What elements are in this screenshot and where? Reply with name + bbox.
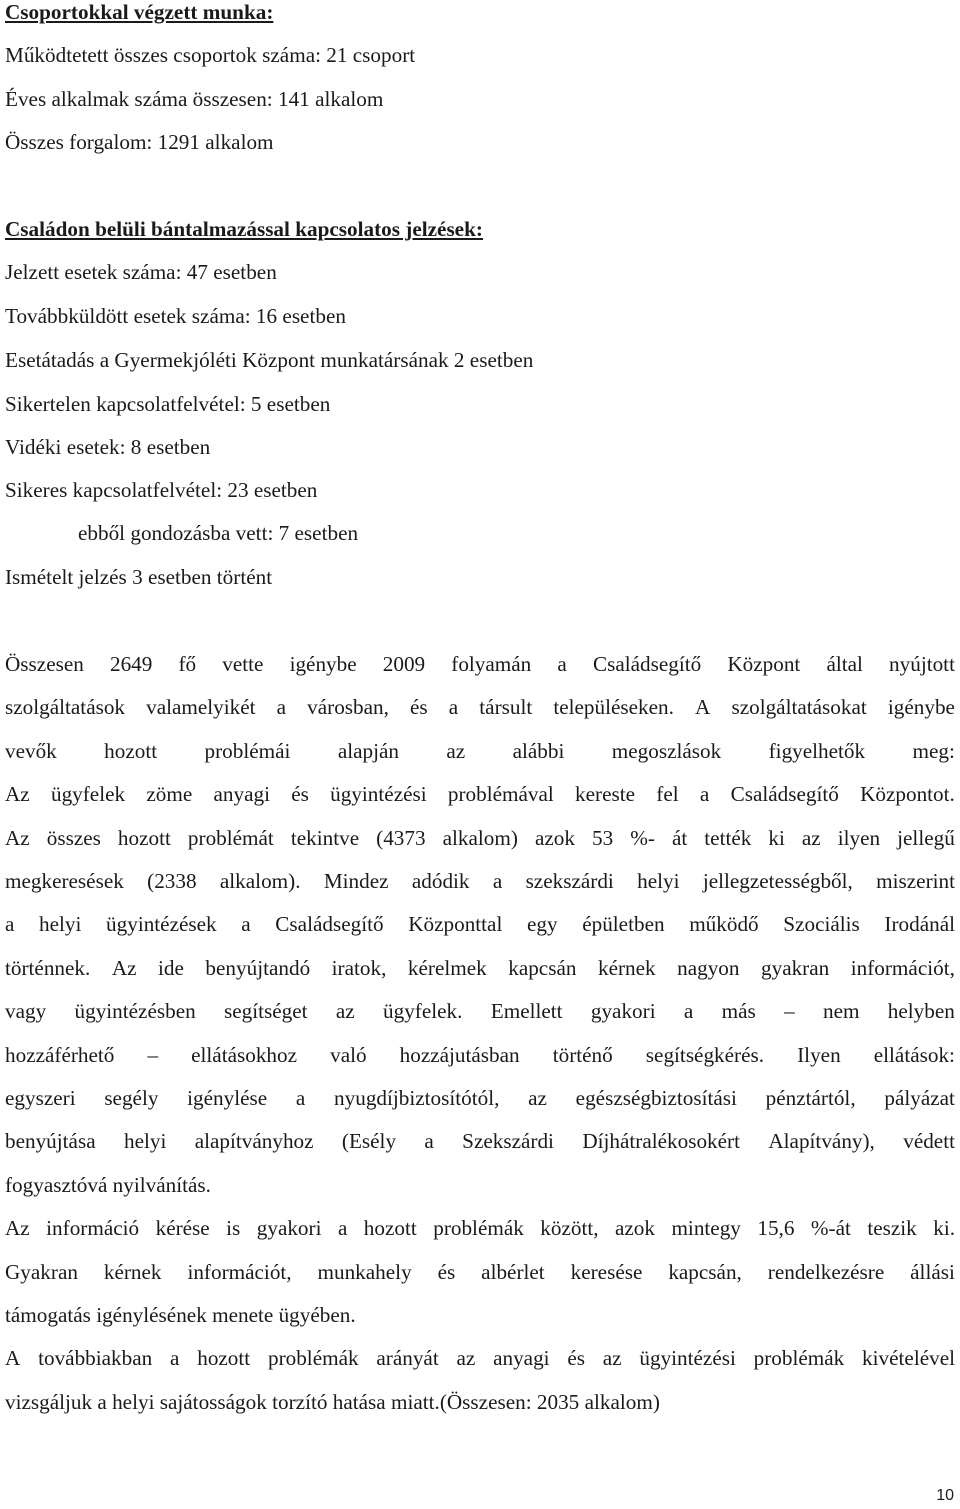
paragraph-line: Az ügyfelek zöme anyagi és ügyintézési problémával kereste fel a Családsegítő Központot. bbox=[5, 782, 955, 807]
text-line: Továbbküldött esetek száma: 16 esetben bbox=[5, 304, 346, 328]
text-line: Összes forgalom: 1291 alkalom bbox=[5, 130, 274, 154]
paragraph-line: benyújtása helyi alapítványhoz (Esély a Szekszárdi Díjhátralékosokért Alapítvány), védett bbox=[5, 1129, 955, 1154]
paragraph-line: szolgáltatások valamelyikét a városban, és a társult településeken. A szolgáltatásokat igénybe bbox=[5, 695, 955, 720]
paragraph-line: fogyasztóvá nyilvánítás. bbox=[5, 1172, 211, 1197]
page-number: 10 bbox=[936, 1487, 954, 1504]
paragraph-line: történnek. Az ide benyújtandó iratok, kérelmek kapcsán kérnek nagyon gyakran információt, bbox=[5, 955, 955, 980]
paragraph-line: A továbbiakban a hozott problémák arányát az anyagi és az ügyintézési problémák kivételével bbox=[5, 1346, 955, 1370]
paragraph-line: támogatás igénylésének menete ügyében. bbox=[5, 1303, 356, 1327]
paragraph-line: Összesen 2649 fő vette igénybe 2009 folyamán a Családsegítő Központ által nyújtott bbox=[5, 652, 955, 676]
text-line: Sikertelen kapcsolatfelvétel: 5 esetben bbox=[5, 392, 331, 416]
paragraph-line: vagy ügyintézésben segítséget az ügyfelek. Emellett gyakori a más – nem helyben bbox=[5, 999, 955, 1024]
text-line: Esetátadás a Gyermekjóléti Központ munkatársának 2 esetben bbox=[5, 348, 534, 372]
paragraph-line: hozzáférhető – ellátásokhoz való hozzájutásban történő segítségkérés. Ilyen ellátások: bbox=[5, 1042, 955, 1067]
paragraph-line: Az összes hozott problémát tekintve (4373 alkalom) azok 53 %- át tették ki az ilyen jellegű bbox=[5, 825, 955, 850]
section-heading-group-work: Csoportokkal végzett munka: bbox=[5, 0, 274, 24]
paragraph-line: egyszeri segély igénylése a nyugdíjbiztosítótól, az egészségbiztosítási pénztártól, pályázat bbox=[5, 1086, 955, 1110]
text-line: Ismételt jelzés 3 esetben történt bbox=[5, 565, 273, 589]
text-line: Vidéki esetek: 8 esetben bbox=[5, 435, 211, 459]
paragraph-line: megkeresések (2338 alkalom). Mindez adódik a szekszárdi helyi jellegzetességből, miszerint bbox=[5, 869, 955, 893]
text-line: Működtetett összes csoportok száma: 21 csoport bbox=[5, 43, 416, 67]
text-line: Jelzett esetek száma: 47 esetben bbox=[5, 260, 277, 284]
section-heading-domestic-violence: Családon belüli bántalmazással kapcsolatos jelzések: bbox=[5, 217, 483, 241]
paragraph-line: vevők hozott problémái alapján az alábbi megoszlások figyelhetők meg: bbox=[5, 738, 955, 763]
paragraph-line: vizsgáljuk a helyi sajátosságok torzító hatása miatt.(Összesen: 2035 alkalom) bbox=[5, 1389, 660, 1414]
paragraph-line: Gyakran kérnek információt, munkahely és albérlet keresése kapcsán, rendelkezésre állási bbox=[5, 1259, 955, 1284]
text-line: Sikeres kapcsolatfelvétel: 23 esetben bbox=[5, 478, 318, 502]
paragraph-line: a helyi ügyintézések a Családsegítő Központtal egy épületben működő Szociális Irodánál bbox=[5, 912, 955, 937]
text-line-indented: ebből gondozásba vett: 7 esetben bbox=[78, 521, 359, 545]
text-line: Éves alkalmak száma összesen: 141 alkalom bbox=[5, 87, 384, 111]
paragraph-line: Az információ kérése is gyakori a hozott problémák között, azok mintegy 15,6 %-át teszik ki. bbox=[5, 1216, 955, 1240]
